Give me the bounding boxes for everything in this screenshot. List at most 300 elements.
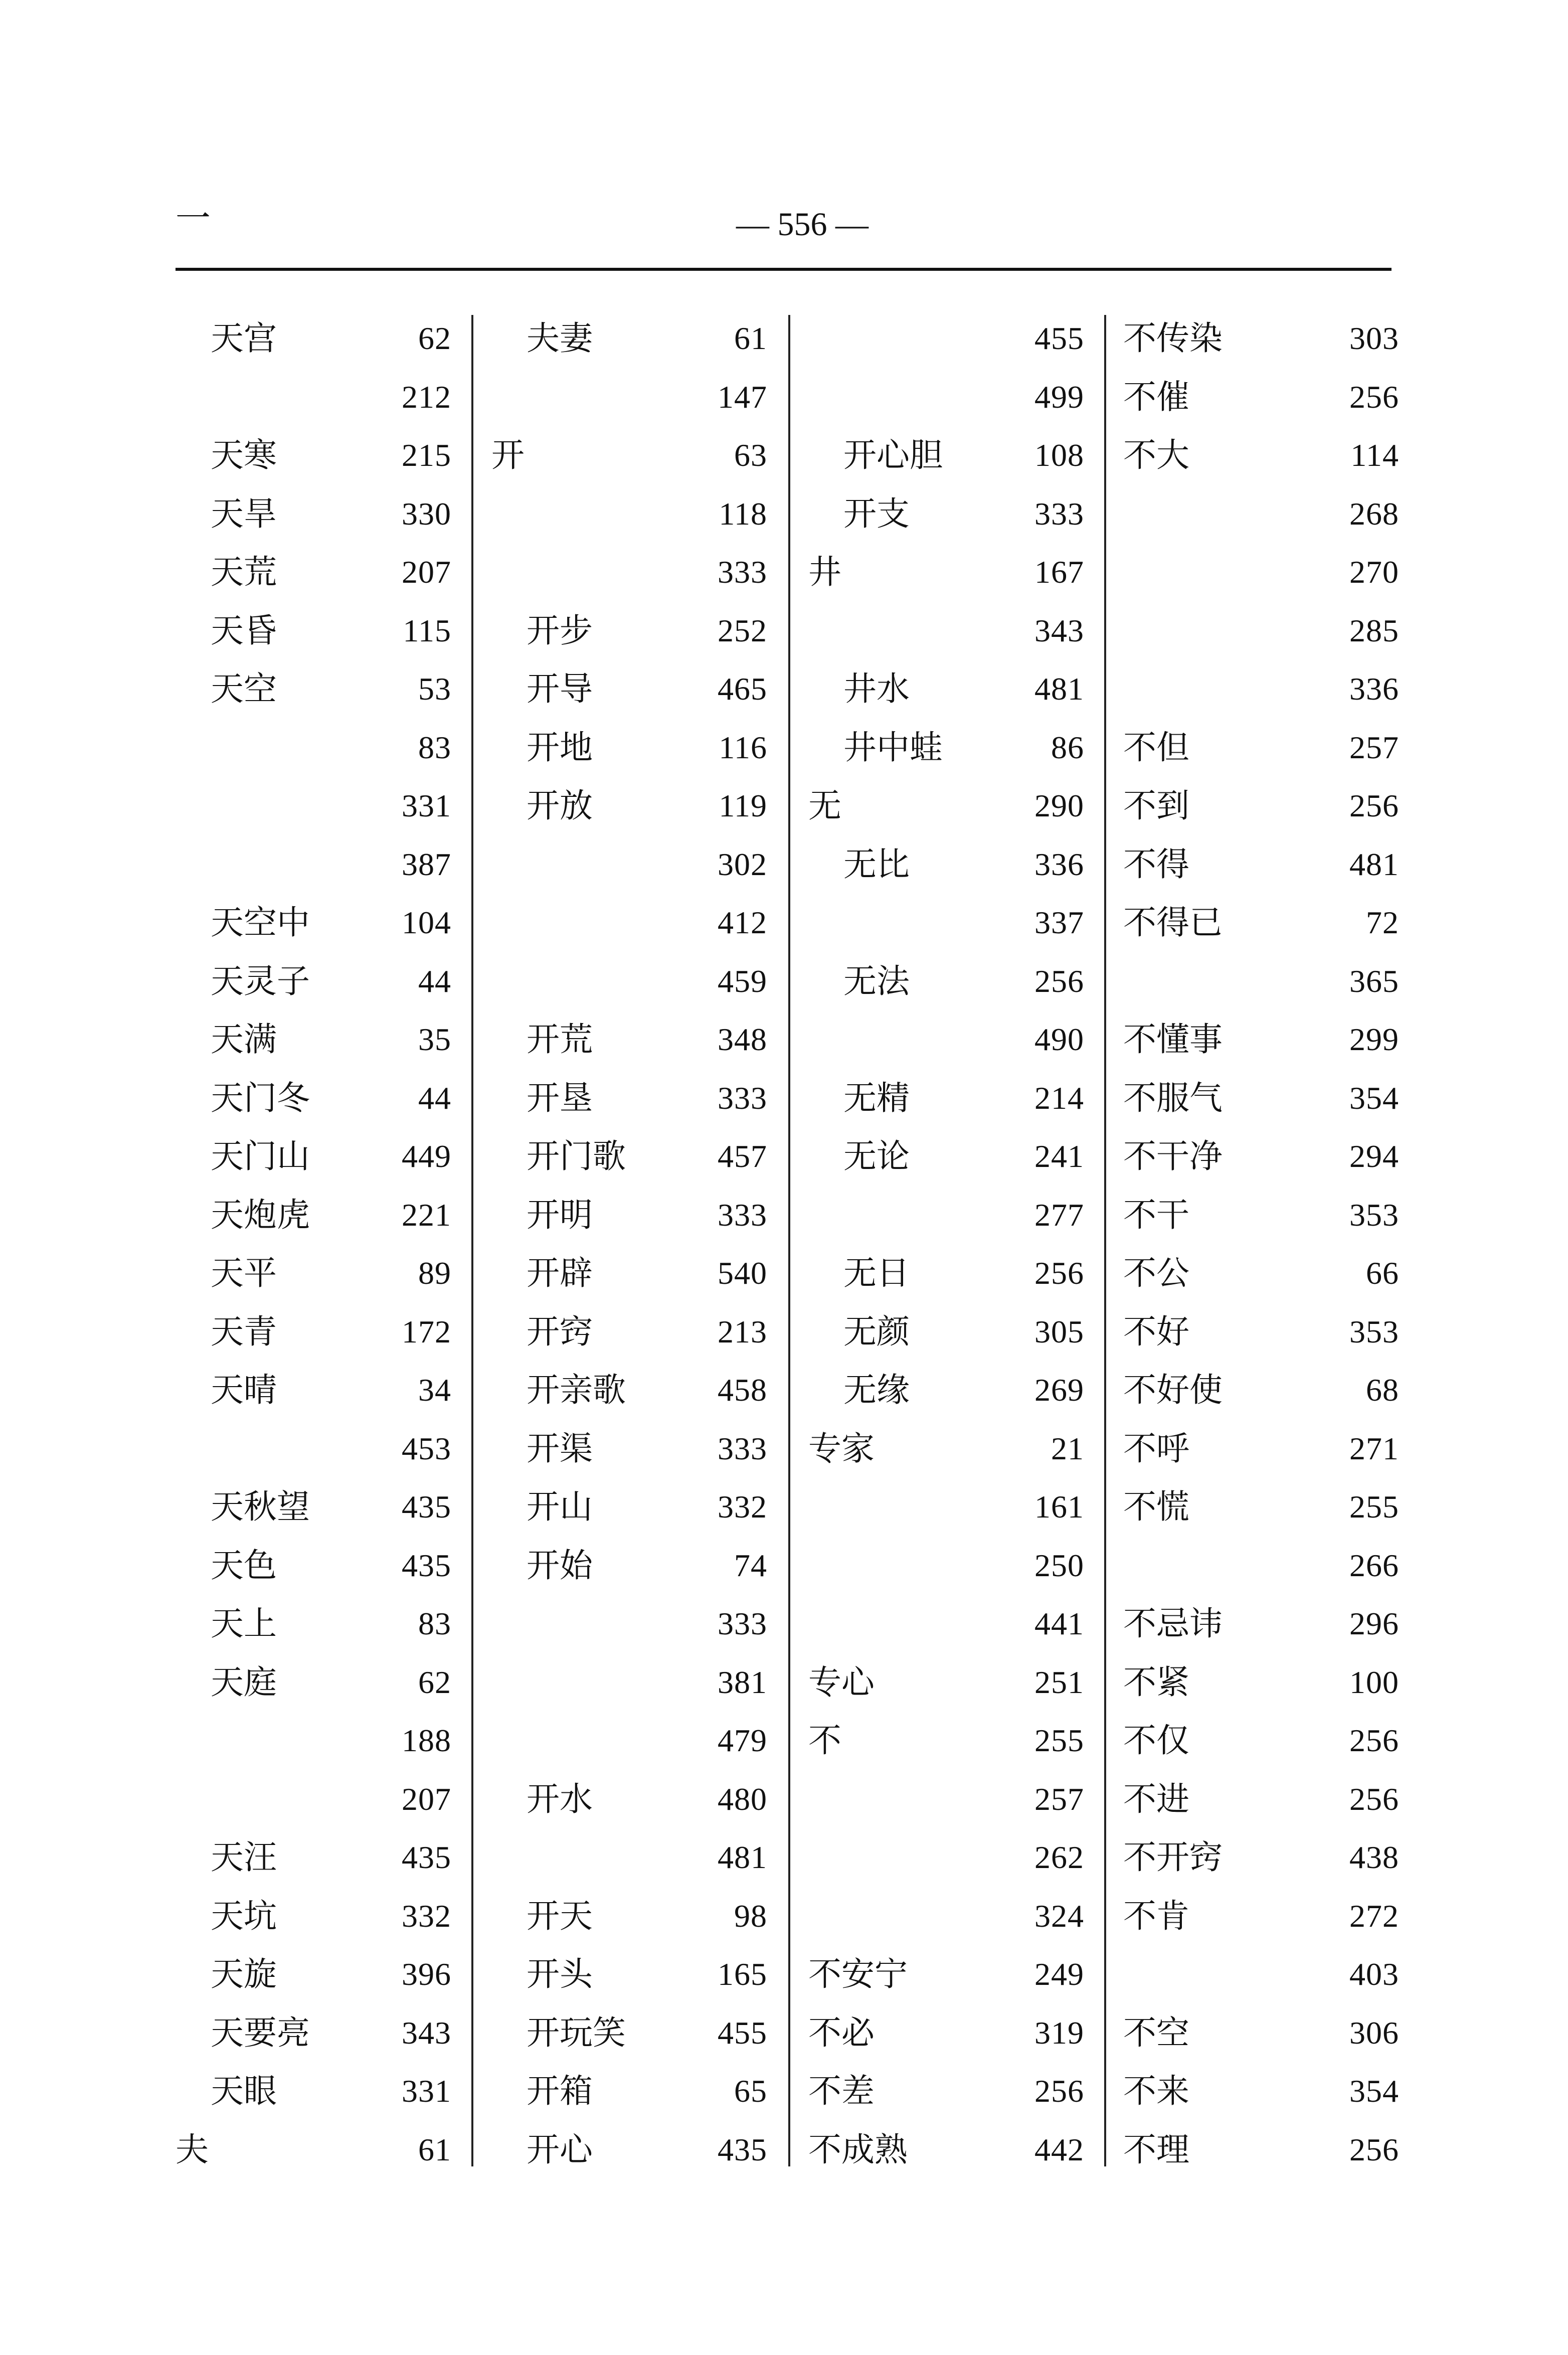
index-entry — [491, 1887, 767, 1945]
index-term: 天庭 — [211, 1663, 277, 1702]
index-entry — [491, 835, 767, 894]
index-entry — [176, 2121, 451, 2179]
index-page-ref: 257 — [1349, 730, 1399, 765]
index-term: 开心 — [527, 2130, 593, 2169]
index-term: 不肯 — [1123, 1897, 1189, 1935]
index-page-ref: 118 — [719, 496, 767, 532]
index-term: 开亲歌 — [527, 1371, 626, 1409]
index-page-ref: 115 — [403, 613, 451, 648]
index-page-ref: 268 — [1349, 496, 1399, 532]
index-entry — [1123, 1770, 1399, 1828]
index-term: 天汪 — [211, 1838, 277, 1877]
index-entry — [808, 1127, 1084, 1186]
index-entry — [808, 894, 1084, 952]
index-page-ref: 212 — [402, 379, 451, 415]
index-entry — [176, 1945, 451, 2003]
index-page-ref: 290 — [1034, 788, 1084, 823]
index-page-ref: 213 — [718, 1314, 767, 1350]
index-page-ref: 256 — [1034, 2073, 1084, 2109]
index-entry — [1123, 368, 1399, 426]
index-page-ref: 412 — [718, 905, 767, 940]
index-entry — [1123, 835, 1399, 894]
index-entry — [1123, 2004, 1399, 2062]
index-page-ref: 457 — [718, 1138, 767, 1174]
index-page-ref: 172 — [402, 1314, 451, 1350]
index-term: 天旋 — [211, 1955, 277, 1993]
index-page-ref: 435 — [402, 1548, 451, 1583]
index-term: 天满 — [211, 1020, 277, 1059]
index-entry — [491, 1595, 767, 1653]
index-entry — [176, 835, 451, 894]
index-entry — [808, 1595, 1084, 1653]
index-page-ref: 303 — [1349, 320, 1399, 356]
index-page-ref: 271 — [1349, 1431, 1399, 1466]
index-page-ref: 348 — [718, 1022, 767, 1057]
index-entry — [808, 543, 1084, 601]
index-entry — [176, 368, 451, 426]
index-term: 不大 — [1123, 436, 1189, 474]
index-entry — [491, 894, 767, 952]
index-term: 开天 — [527, 1897, 593, 1935]
index-page-ref: 499 — [1034, 379, 1084, 415]
index-page-ref: 333 — [718, 1606, 767, 1641]
index-page-ref: 333 — [718, 554, 767, 590]
index-entry — [808, 1244, 1084, 1302]
index-entry — [491, 1537, 767, 1595]
index-term: 天门冬 — [211, 1079, 310, 1117]
index-page-ref: 108 — [1034, 437, 1084, 473]
index-entry — [176, 2004, 451, 2062]
index-page-ref: 449 — [402, 1138, 451, 1174]
index-entry — [1123, 1361, 1399, 1419]
index-entry — [1123, 777, 1399, 835]
index-term: 开渠 — [527, 1429, 593, 1468]
index-entry — [491, 1127, 767, 1186]
index-page-ref: 333 — [1034, 496, 1084, 532]
index-page-ref: 83 — [418, 1606, 451, 1641]
index-entry — [176, 543, 451, 601]
index-page-ref: 72 — [1366, 905, 1399, 940]
index-entry — [1123, 1186, 1399, 1244]
index-page-ref: 86 — [1051, 730, 1084, 765]
index-page-ref: 354 — [1349, 2073, 1399, 2109]
column-divider — [1104, 315, 1106, 2166]
page-number: — 556 — — [736, 206, 868, 243]
index-page-ref: 294 — [1349, 1138, 1399, 1174]
index-term: 不到 — [1123, 786, 1189, 825]
index-entry — [808, 1011, 1084, 1069]
index-entry — [176, 660, 451, 718]
index-entry — [1123, 1244, 1399, 1302]
index-entry — [176, 1361, 451, 1419]
index-entry — [491, 1653, 767, 1712]
index-entry — [491, 1770, 767, 1828]
index-page-ref: 465 — [718, 671, 767, 707]
index-page-ref: 435 — [402, 1839, 451, 1875]
index-entry — [1123, 602, 1399, 660]
index-term: 不紧 — [1123, 1663, 1189, 1702]
index-page-ref: 333 — [718, 1080, 767, 1116]
index-term: 无法 — [843, 962, 910, 1000]
index-term: 天昏 — [211, 611, 277, 650]
index-page-ref: 98 — [734, 1898, 767, 1934]
index-term: 天空 — [211, 669, 277, 708]
index-term: 无日 — [843, 1254, 910, 1292]
index-term: 开地 — [527, 728, 593, 767]
index-term: 不差 — [808, 2072, 875, 2110]
index-entry — [176, 952, 451, 1011]
index-page-ref: 435 — [402, 1489, 451, 1525]
index-term: 天门山 — [211, 1137, 310, 1175]
index-term: 专家 — [808, 1429, 875, 1468]
index-term: 无论 — [843, 1137, 910, 1175]
index-entry — [176, 1186, 451, 1244]
index-page-ref: 21 — [1051, 1431, 1084, 1466]
index-entry — [808, 426, 1084, 484]
index-term: 不理 — [1123, 2130, 1189, 2169]
index-entry — [808, 1303, 1084, 1361]
index-entry — [491, 2004, 767, 2062]
index-term: 开心胆 — [843, 436, 943, 474]
index-term: 不呼 — [1123, 1429, 1189, 1468]
index-page-ref: 66 — [1366, 1255, 1399, 1291]
index-entry — [176, 719, 451, 777]
index-page-ref: 167 — [1034, 554, 1084, 590]
index-page-ref: 438 — [1349, 1839, 1399, 1875]
index-page-ref: 332 — [402, 1898, 451, 1934]
index-page-ref: 353 — [1349, 1314, 1399, 1350]
index-page-ref: 396 — [402, 1956, 451, 1992]
index-page-ref: 331 — [402, 2073, 451, 2109]
index-page-ref: 207 — [402, 1781, 451, 1817]
index-page-ref: 255 — [1349, 1489, 1399, 1525]
index-term: 天寒 — [211, 436, 277, 474]
index-entry — [491, 952, 767, 1011]
index-page-ref: 296 — [1349, 1606, 1399, 1641]
index-term: 开支 — [843, 494, 910, 533]
index-entry — [176, 1828, 451, 1887]
index-entry — [176, 1770, 451, 1828]
index-term: 不成熟 — [808, 2130, 908, 2169]
index-entry — [176, 485, 451, 543]
index-page-ref: 114 — [1350, 437, 1399, 473]
index-entry — [808, 1945, 1084, 2003]
index-entry — [1123, 1303, 1399, 1361]
index-entry — [491, 1478, 767, 1536]
index-term: 井 — [808, 553, 841, 591]
index-entry — [491, 309, 767, 368]
index-entry — [1123, 952, 1399, 1011]
index-entry — [808, 835, 1084, 894]
index-entry — [808, 1186, 1084, 1244]
index-entry — [491, 1828, 767, 1887]
index-term: 天坑 — [211, 1897, 277, 1935]
index-entry — [1123, 894, 1399, 952]
index-term: 开水 — [527, 1780, 593, 1818]
index-term: 不空 — [1123, 2013, 1189, 2052]
index-term: 开放 — [527, 786, 593, 825]
index-entry — [808, 1770, 1084, 1828]
index-entry — [176, 1478, 451, 1536]
index-entry — [808, 660, 1084, 718]
index-term: 开 — [491, 436, 525, 474]
index-page-ref: 455 — [1034, 320, 1084, 356]
index-entry — [1123, 1712, 1399, 1770]
index-entry — [808, 2121, 1084, 2179]
index-page-ref: 256 — [1349, 379, 1399, 415]
index-page-ref: 272 — [1349, 1898, 1399, 1934]
index-entry — [808, 2062, 1084, 2120]
index-term: 开步 — [527, 611, 593, 650]
index-entry — [491, 1186, 767, 1244]
index-entry — [1123, 426, 1399, 484]
index-entry — [491, 719, 767, 777]
header-section-mark: 一 — [176, 198, 211, 239]
index-page-ref: 257 — [1034, 1781, 1084, 1817]
index-page-ref: 165 — [718, 1956, 767, 1992]
index-page-ref: 256 — [1349, 1723, 1399, 1758]
index-entry — [491, 543, 767, 601]
index-page-ref: 61 — [418, 2132, 451, 2167]
index-entry — [491, 2062, 767, 2120]
index-page-ref: 353 — [1349, 1197, 1399, 1233]
index-term: 开明 — [527, 1196, 593, 1234]
index-page-ref: 324 — [1034, 1898, 1084, 1934]
index-page-ref: 330 — [402, 496, 451, 532]
index-entry — [176, 1887, 451, 1945]
index-term: 不进 — [1123, 1780, 1189, 1818]
index-page-ref: 453 — [402, 1431, 451, 1466]
index-entry — [1123, 1595, 1399, 1653]
index-term: 天晴 — [211, 1371, 277, 1409]
index-entry — [176, 1303, 451, 1361]
index-page-ref: 336 — [1034, 847, 1084, 882]
index-page-ref: 459 — [718, 963, 767, 999]
index-entry — [1123, 719, 1399, 777]
index-page-ref: 333 — [718, 1197, 767, 1233]
index-entry — [1123, 485, 1399, 543]
index-entry — [1123, 1127, 1399, 1186]
index-term: 不安宁 — [808, 1955, 908, 1993]
index-term: 夫妻 — [527, 319, 593, 358]
index-page-ref: 403 — [1349, 1956, 1399, 1992]
index-term: 开始 — [527, 1546, 593, 1585]
index-page-ref: 61 — [734, 320, 767, 356]
index-entry — [808, 952, 1084, 1011]
index-page-ref: 100 — [1349, 1664, 1399, 1700]
index-page-ref: 63 — [734, 437, 767, 473]
index-entry — [808, 777, 1084, 835]
index-term: 专心 — [808, 1663, 875, 1702]
index-page-ref: 68 — [1366, 1372, 1399, 1408]
index-term: 无 — [808, 786, 841, 825]
index-page-ref: 285 — [1349, 613, 1399, 648]
index-page-ref: 381 — [718, 1664, 767, 1700]
index-entry — [176, 1653, 451, 1712]
index-entry — [491, 1420, 767, 1478]
index-term: 无颜 — [843, 1312, 910, 1351]
index-page-ref: 62 — [418, 320, 451, 356]
index-entry — [491, 485, 767, 543]
index-entry — [808, 1361, 1084, 1419]
index-entry — [176, 1595, 451, 1653]
index-term: 天青 — [211, 1312, 277, 1351]
index-entry — [808, 309, 1084, 368]
index-page-ref: 256 — [1034, 1255, 1084, 1291]
index-page-ref: 207 — [402, 554, 451, 590]
index-page-ref: 252 — [718, 613, 767, 648]
index-term: 夫 — [176, 2130, 209, 2169]
index-entry — [808, 1887, 1084, 1945]
index-term: 不干 — [1123, 1196, 1189, 1234]
index-entry — [808, 1420, 1084, 1478]
index-entry — [491, 777, 767, 835]
index-page-ref: 262 — [1034, 1839, 1084, 1875]
index-entry — [808, 1828, 1084, 1887]
index-entry — [808, 1537, 1084, 1595]
index-page-ref: 241 — [1034, 1138, 1084, 1174]
index-entry — [176, 1712, 451, 1770]
index-entry — [1123, 660, 1399, 718]
index-page-ref: 435 — [718, 2132, 767, 2167]
index-entry — [1123, 1828, 1399, 1887]
index-entry — [1123, 2062, 1399, 2120]
index-entry — [1123, 1887, 1399, 1945]
index-entry — [1123, 1478, 1399, 1536]
index-term: 天荒 — [211, 553, 277, 591]
index-page-ref: 215 — [402, 437, 451, 473]
index-entry — [1123, 1069, 1399, 1127]
column-divider — [471, 315, 473, 2166]
index-term: 开辟 — [527, 1254, 593, 1292]
index-entry — [491, 1945, 767, 2003]
index-entry — [491, 1712, 767, 1770]
index-entry — [1123, 2121, 1399, 2179]
index-page-ref: 269 — [1034, 1372, 1084, 1408]
index-page-ref: 266 — [1349, 1548, 1399, 1583]
index-entry — [176, 777, 451, 835]
index-entry — [176, 1127, 451, 1186]
index-page-ref: 104 — [402, 905, 451, 940]
index-term: 开箱 — [527, 2072, 593, 2110]
index-page-ref: 441 — [1034, 1606, 1084, 1641]
index-entry — [491, 368, 767, 426]
index-entry — [176, 894, 451, 952]
index-page-ref: 319 — [1034, 2015, 1084, 2051]
index-term: 天空中 — [211, 903, 310, 942]
index-term: 开山 — [527, 1487, 593, 1526]
index-term: 天旱 — [211, 494, 277, 533]
index-page-ref: 490 — [1034, 1022, 1084, 1057]
index-page-ref: 161 — [1034, 1489, 1084, 1525]
index-entry — [491, 1361, 767, 1419]
index-entry — [491, 426, 767, 484]
index-entry — [1123, 1653, 1399, 1712]
index-term: 不懂事 — [1123, 1020, 1223, 1059]
index-entry — [808, 1712, 1084, 1770]
index-page-ref: 188 — [402, 1723, 451, 1758]
index-term: 开导 — [527, 669, 593, 708]
index-page-ref: 481 — [718, 1839, 767, 1875]
index-entry — [808, 485, 1084, 543]
index-entry — [1123, 1537, 1399, 1595]
index-page-ref: 44 — [418, 1080, 451, 1116]
index-entry — [176, 602, 451, 660]
index-term: 井中蛙 — [843, 728, 943, 767]
index-page-ref: 306 — [1349, 2015, 1399, 2051]
index-entry — [176, 1420, 451, 1478]
index-term: 不干净 — [1123, 1137, 1223, 1175]
index-entry — [808, 1069, 1084, 1127]
index-page-ref: 540 — [718, 1255, 767, 1291]
column-divider — [788, 315, 790, 2166]
index-entry — [176, 1537, 451, 1595]
index-term: 不仅 — [1123, 1721, 1189, 1760]
index-page-ref: 337 — [1034, 905, 1084, 940]
index-term: 不 — [808, 1721, 841, 1760]
index-page-ref: 332 — [718, 1489, 767, 1525]
index-entry — [176, 426, 451, 484]
index-term: 天上 — [211, 1604, 277, 1643]
index-entry — [491, 1011, 767, 1069]
index-page-ref: 481 — [1034, 671, 1084, 707]
index-page-ref: 458 — [718, 1372, 767, 1408]
index-page-ref: 442 — [1034, 2132, 1084, 2167]
index-page-ref: 255 — [1034, 1723, 1084, 1758]
index-entry — [1123, 1945, 1399, 2003]
index-term: 不好使 — [1123, 1371, 1223, 1409]
index-term: 天秋望 — [211, 1487, 310, 1526]
index-entry — [491, 2121, 767, 2179]
index-page-ref: 256 — [1349, 1781, 1399, 1817]
index-page-ref: 277 — [1034, 1197, 1084, 1233]
index-term: 开窍 — [527, 1312, 593, 1351]
index-entry — [1123, 1420, 1399, 1478]
index-page-ref: 62 — [418, 1664, 451, 1700]
index-page-ref: 270 — [1349, 554, 1399, 590]
index-term: 不但 — [1123, 728, 1189, 767]
index-page-ref: 343 — [402, 2015, 451, 2051]
index-page-ref: 83 — [418, 730, 451, 765]
index-term: 不慌 — [1123, 1487, 1189, 1526]
index-term: 不开窍 — [1123, 1838, 1223, 1877]
index-page-ref: 256 — [1349, 788, 1399, 823]
index-page-ref: 89 — [418, 1255, 451, 1291]
index-page-ref: 479 — [718, 1723, 767, 1758]
index-page-ref: 119 — [719, 788, 767, 823]
index-page-ref: 336 — [1349, 671, 1399, 707]
index-term: 无精 — [843, 1079, 910, 1117]
index-page-ref: 331 — [402, 788, 451, 823]
index-term: 不来 — [1123, 2072, 1189, 2110]
index-term: 井水 — [843, 669, 910, 708]
index-term: 不催 — [1123, 378, 1189, 416]
index-entry — [176, 1069, 451, 1127]
index-page-ref: 455 — [718, 2015, 767, 2051]
index-page-ref: 299 — [1349, 1022, 1399, 1057]
index-term: 不公 — [1123, 1254, 1189, 1292]
index-page-ref: 53 — [418, 671, 451, 707]
index-page-ref: 256 — [1349, 2132, 1399, 2167]
index-entry — [808, 1478, 1084, 1536]
index-term: 天眼 — [211, 2072, 277, 2110]
index-entry — [808, 368, 1084, 426]
index-page-ref: 305 — [1034, 1314, 1084, 1350]
index-page-ref: 365 — [1349, 963, 1399, 999]
index-entry — [176, 1011, 451, 1069]
index-entry — [491, 1069, 767, 1127]
index-page-ref: 34 — [418, 1372, 451, 1408]
